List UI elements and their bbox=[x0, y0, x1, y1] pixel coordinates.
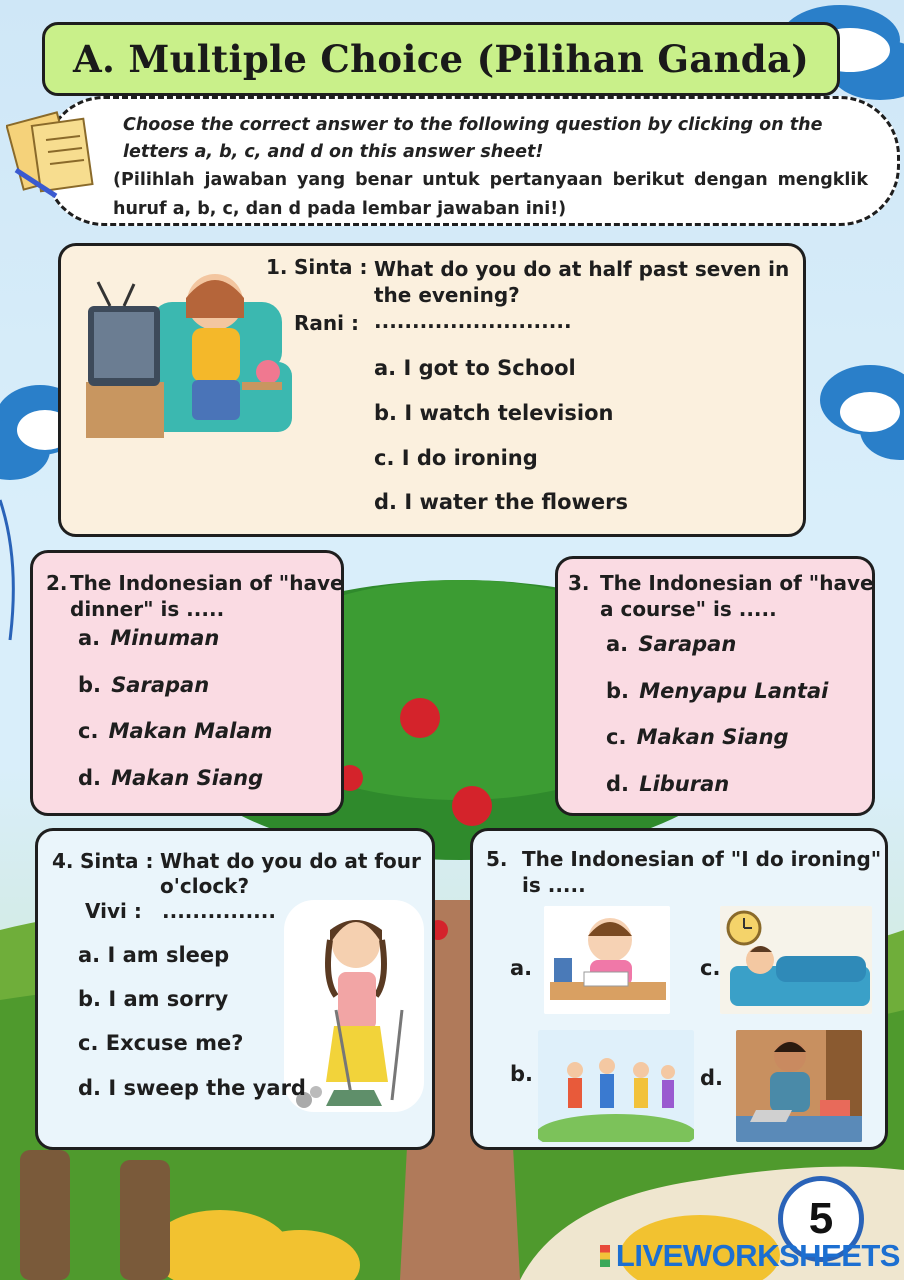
q2-option-c-letter: c. bbox=[78, 719, 99, 743]
question-5-number: 5. bbox=[486, 847, 508, 871]
q3-option-a[interactable] bbox=[606, 632, 736, 656]
q2-option-a-text: Minuman bbox=[110, 626, 220, 650]
question-5-line-2: is ..... bbox=[522, 873, 586, 897]
q3-option-b[interactable] bbox=[606, 679, 828, 703]
q1-option-c[interactable]: c. I do ironing bbox=[374, 446, 538, 470]
q2-option-b[interactable] bbox=[78, 673, 209, 697]
question-4-line-1: What do you do at four bbox=[160, 849, 421, 873]
logo-mark-icon bbox=[600, 1245, 610, 1267]
question-4-number: 4. bbox=[52, 849, 74, 873]
q3-option-b-text: Menyapu Lantai bbox=[639, 679, 829, 703]
page-number-text: 5 bbox=[808, 1194, 834, 1243]
q2-option-b-text: Sarapan bbox=[111, 673, 210, 697]
question-1-speaker-2: Rani : bbox=[294, 311, 359, 335]
question-2-line-2: dinner" is ..... bbox=[70, 597, 225, 621]
question-2-line-1: The Indonesian of "have bbox=[70, 571, 344, 595]
papers-icon bbox=[6, 110, 116, 200]
q3-option-c-text: Makan Siang bbox=[636, 725, 789, 749]
q5-option-a-image[interactable] bbox=[544, 906, 670, 1014]
q2-option-a-letter: a. bbox=[78, 626, 101, 650]
q5-option-c-label[interactable]: c. bbox=[700, 956, 721, 980]
question-2-number: 2. bbox=[46, 571, 68, 595]
q2-option-c-text: Makan Malam bbox=[108, 719, 273, 743]
q3-option-c[interactable] bbox=[606, 725, 789, 749]
q5-option-b-image[interactable] bbox=[538, 1030, 694, 1142]
q3-option-c-letter: c. bbox=[606, 725, 627, 749]
q4-option-c[interactable]: c. Excuse me? bbox=[78, 1031, 244, 1055]
question-4-blank: ............... bbox=[162, 899, 276, 923]
q5-option-c-image[interactable] bbox=[720, 906, 872, 1014]
q3-option-b-letter: b. bbox=[606, 679, 630, 703]
instructions-indonesian: (Pilihlah jawaban yang benar untuk pertanyaan berikut dengan mengklik huruf a, b, c, dan d pada lembar jawaban ini!) bbox=[113, 170, 868, 219]
question-1-line-1: What do you do at half past seven in bbox=[374, 257, 790, 281]
question-3-number: 3. bbox=[568, 571, 590, 595]
question-4-speaker-2: Vivi : bbox=[85, 899, 142, 923]
instructions-english: Choose the correct answer to the following question by clicking on the letters a, b, c, and d on this answer sheet! bbox=[123, 115, 823, 162]
q3-option-d-text: Liburan bbox=[639, 772, 730, 796]
question-1-speaker-1: Sinta : bbox=[294, 255, 368, 279]
q3-option-d-letter: d. bbox=[606, 772, 630, 796]
question-4-speaker-1: Sinta : bbox=[80, 849, 154, 873]
q2-option-b-letter: b. bbox=[78, 673, 102, 697]
q1-option-b[interactable]: b. I watch television bbox=[374, 401, 614, 425]
title-text: A. Multiple Choice (Pilihan Ganda) bbox=[72, 37, 810, 81]
q1-option-d[interactable]: d. I water the flowers bbox=[374, 490, 628, 514]
question-1-line-2: the evening? bbox=[374, 283, 520, 307]
q3-option-a-text: Sarapan bbox=[638, 632, 737, 656]
logo-text: LIVEWORKSHEETS bbox=[615, 1238, 900, 1273]
q5-option-b-label[interactable]: b. bbox=[510, 1062, 534, 1086]
q4-option-b[interactable]: b. I am sorry bbox=[78, 987, 229, 1011]
q1-option-a[interactable]: a. I got to School bbox=[374, 356, 576, 380]
question-5-line-1: The Indonesian of "I do ironing" bbox=[522, 847, 882, 871]
q2-option-d-text: Makan Siang bbox=[111, 766, 264, 790]
q5-option-d-label[interactable]: d. bbox=[700, 1066, 724, 1090]
q2-option-d-letter: d. bbox=[78, 766, 102, 790]
question-1-blank: .......................... bbox=[374, 309, 572, 333]
question-1-number: 1. bbox=[266, 255, 288, 279]
question-3-line-2: a course" is ..... bbox=[600, 597, 777, 621]
q2-option-d[interactable] bbox=[78, 766, 263, 790]
q5-option-a-label[interactable]: a. bbox=[510, 956, 533, 980]
q3-option-a-letter: a. bbox=[606, 632, 629, 656]
q3-option-d[interactable] bbox=[606, 772, 729, 796]
q2-option-c[interactable] bbox=[78, 719, 272, 743]
q4-option-a[interactable]: a. I am sleep bbox=[78, 943, 230, 967]
question-3-line-1: The Indonesian of "have bbox=[600, 571, 874, 595]
question-4-line-2: o'clock? bbox=[160, 874, 250, 898]
tv-girl-illustration bbox=[82, 262, 292, 452]
section-title bbox=[42, 22, 840, 96]
q2-option-a[interactable] bbox=[78, 626, 219, 650]
liveworksheets-logo bbox=[600, 1238, 900, 1274]
q4-option-d[interactable]: d. I sweep the yard bbox=[78, 1076, 306, 1100]
q5-option-d-image[interactable] bbox=[736, 1030, 862, 1142]
